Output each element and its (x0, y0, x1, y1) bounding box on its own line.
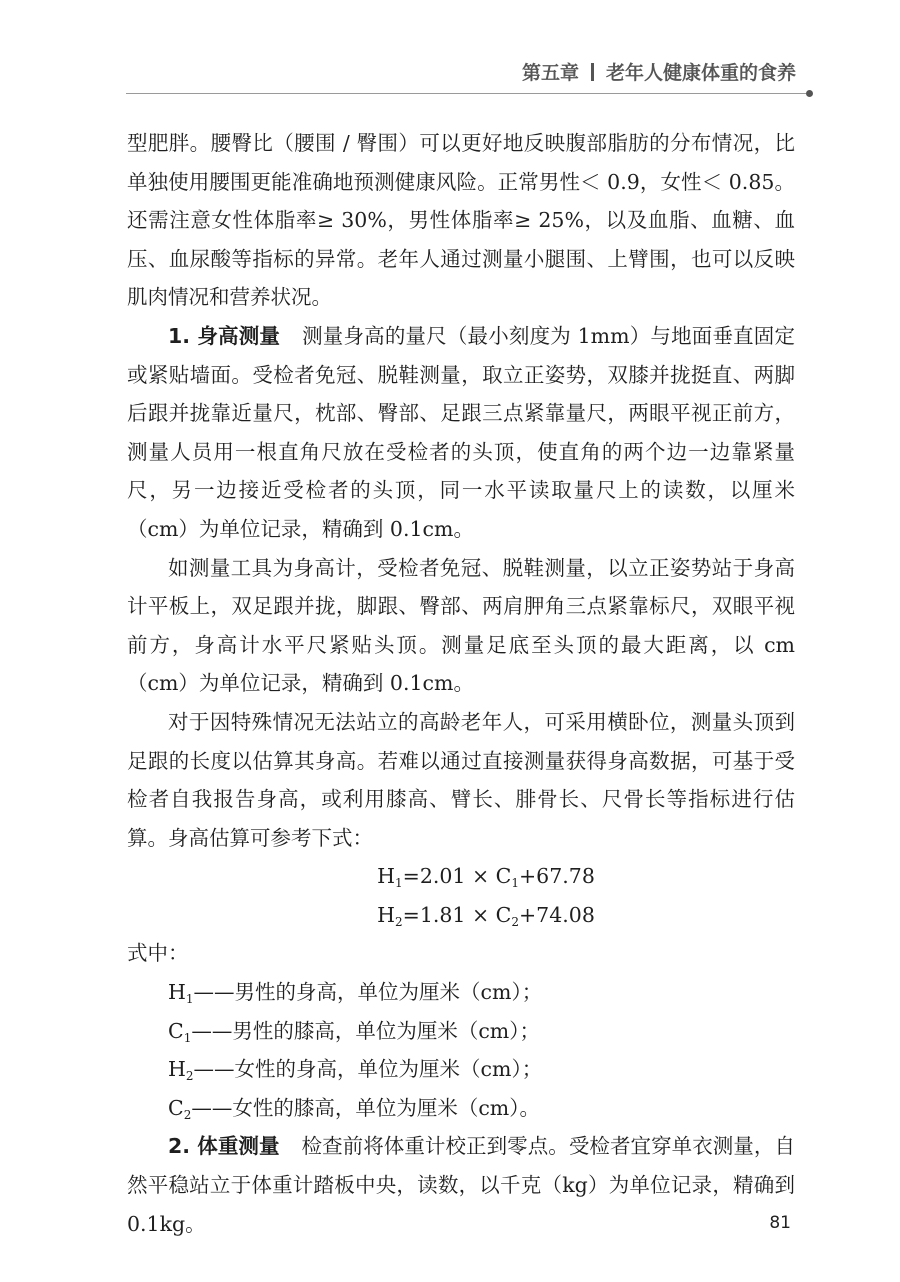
header-rule-dot (806, 90, 813, 97)
paragraph-height-estimation: 对于因特殊情况无法站立的高龄老年人，可采用横卧位，测量头顶到足跟的长度以估算其身高。若难以通过直接测量获得身高数据，可基于受检者自我报告身高，或利用膝高、臂长、腓骨长、尺骨长等指标进行估算。身高估算可参考下式： (127, 709, 795, 850)
definition-item: $H_1——$男性的身高，单位为厘米（cm）； (168, 980, 543, 1007)
definition-item: $C_1——$男性的膝高，单位为厘米（cm）； (168, 1018, 540, 1045)
paragraph-waist-hip: 型肥胖。腰臀比（腰围 / 臀围）可以更好地反映腹部脂肪的分布情况，比单独使用腰围更能准确地预测健康风险。正常男性＜ 0.9，女性＜ 0.85。还需注意女性体脂率≥ 30%，男性体脂率≥ 25%，以及血脂、血糖、血压、血尿酸等指标的异常。老年人通过测量小腿围、上臂围，也可以反映肌肉情况和营养状况。 (127, 131, 795, 310)
definition-item: $C_2——$女性的膝高，单位为厘米（cm）。 (168, 1095, 540, 1122)
where-label: 式中： (127, 941, 189, 966)
formula-male: $H_1=2.01 \times C_1+67.78$ (377, 864, 595, 891)
section-text-height: 测量身高的量尺（最小刻度为 1mm）与地面垂直固定或紧贴墙面。受检者免冠、脱鞋测量，取立正姿势，双膝并拢挺直、两脚后跟并拢靠近量尺，枕部、臀部、足跟三点紧靠量尺，两眼平视正前方，测量人员用一根直角尺放在受检者的头顶，使直角的两个边一边靠紧量尺，另一边接近受检者的头顶，同一水平读取量尺上的读数，以厘米（cm）为单位记录，精确到 0.1cm。 (127, 323, 795, 541)
section-weight-measurement (127, 1127, 795, 1243)
paragraph-height-meter: 如测量工具为身高计，受检者免冠、脱鞋测量，以立正姿势站于身高计平板上，双足跟并拢，脚跟、臀部、两肩胛角三点紧靠标尺，双眼平视前方，身高计水平尺紧贴头顶。测量足底至头顶的最大距离，以 cm（cm）为单位记录，精确到 0.1cm。 (127, 555, 795, 696)
page-number: 81 (769, 1213, 791, 1233)
section-heading-height: 1. 身高测量 (168, 323, 281, 348)
section-height-measurement (127, 317, 795, 549)
section-heading-weight: 2. 体重测量 (168, 1134, 280, 1159)
section-text-weight: 检查前将体重计校正到零点。受检者宜穿单衣测量，自然平稳站立于体重计踏板中央，读数，以千克（kg）为单位记录，精确到 0.1kg。 (127, 1134, 795, 1236)
running-header (0, 58, 796, 85)
header-separator (591, 63, 594, 81)
chapter-label: 第五章 (521, 62, 579, 84)
chapter-title: 老年人健康体重的食养 (605, 62, 796, 84)
header-rule (126, 93, 806, 94)
page-body (127, 124, 795, 1243)
formula-female: $H_2=1.81 \times C_2+74.08$ (377, 902, 595, 929)
definition-item: $H_2——$女性的身高，单位为厘米（cm）； (168, 1057, 543, 1084)
